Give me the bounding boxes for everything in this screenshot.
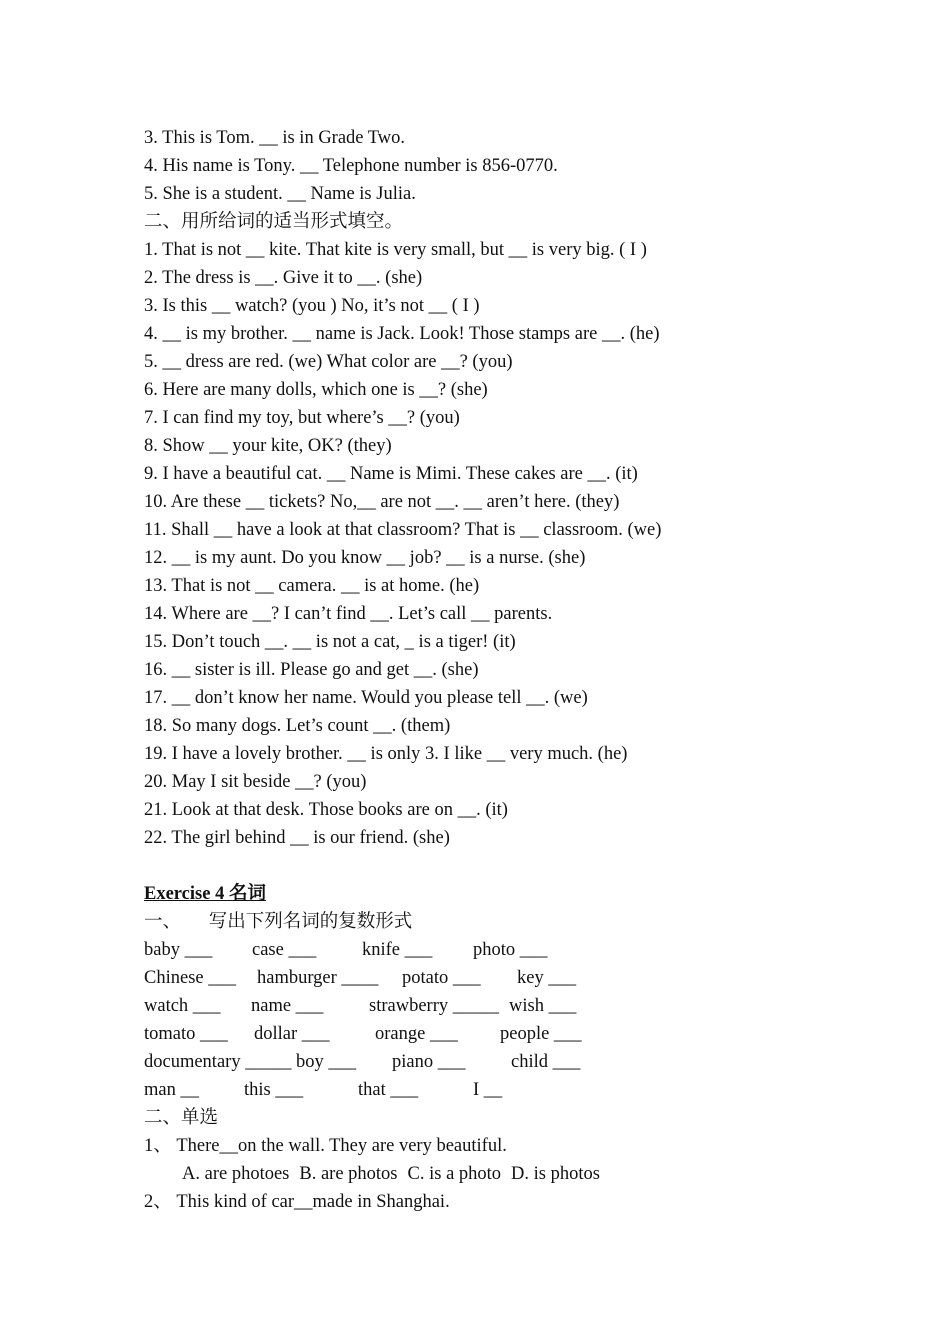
word-row bbox=[144, 1076, 864, 1104]
worksheet-page bbox=[144, 124, 864, 1216]
part2-item: 22. The girl behind __ is our friend. (she) bbox=[144, 828, 450, 848]
part1-item-5: 5. She is a student. __ Name is Julia. bbox=[144, 184, 416, 204]
part2-item: 10. Are these __ tickets? No,__ are not __. __ aren’t here. (they) bbox=[144, 492, 620, 512]
word-item: people ___ bbox=[500, 1024, 582, 1044]
part2-item: 9. I have a beautiful cat. __ Name is Mimi. These cakes are __. (it) bbox=[144, 464, 638, 484]
part2-item: 4. __ is my brother. __ name is Jack. Look! Those stamps are __. (he) bbox=[144, 324, 660, 344]
word-item: wish ___ bbox=[509, 996, 577, 1016]
word-row bbox=[144, 936, 864, 964]
part2-item: 20. May I sit beside __? (you) bbox=[144, 772, 367, 792]
word-item: child ___ bbox=[511, 1052, 581, 1072]
word-row bbox=[144, 1048, 864, 1076]
part2-item: 7. I can find my toy, but where’s __? (you) bbox=[144, 408, 460, 428]
part2-item: 16. __ sister is ill. Please go and get __. (she) bbox=[144, 660, 479, 680]
part2-item: 14. Where are __? I can’t find __. Let’s call __ parents. bbox=[144, 604, 553, 624]
part2-item: 6. Here are many dolls, which one is __? (she) bbox=[144, 380, 488, 400]
part2-item: 1. That is not __ kite. That kite is very small, but __ is very big. ( I ) bbox=[144, 240, 647, 260]
word-item: I __ bbox=[473, 1080, 503, 1100]
word-item: watch ___ bbox=[144, 996, 221, 1016]
part2-item: 21. Look at that desk. Those books are on __. (it) bbox=[144, 800, 508, 820]
part2-title: 二、用所给词的适当形式填空。 bbox=[144, 212, 404, 232]
word-item: case ___ bbox=[252, 940, 317, 960]
word-item: photo ___ bbox=[473, 940, 548, 960]
word-item: dollar ___ bbox=[254, 1024, 330, 1044]
word-item: hamburger ____ bbox=[257, 968, 379, 988]
word-item: orange ___ bbox=[375, 1024, 458, 1044]
word-item: this ___ bbox=[244, 1080, 304, 1100]
word-item: tomato ___ bbox=[144, 1024, 228, 1044]
option-d: D. is photos bbox=[511, 1164, 600, 1184]
word-item: potato ___ bbox=[402, 968, 481, 988]
option-a: A. are photoes bbox=[182, 1164, 290, 1184]
part2-list bbox=[144, 236, 864, 852]
word-item: knife ___ bbox=[362, 940, 433, 960]
part2-item: 5. __ dress are red. (we) What color are __? (you) bbox=[144, 352, 513, 372]
word-row bbox=[144, 992, 864, 1020]
word-row bbox=[144, 964, 864, 992]
part2-item: 17. __ don’t know her name. Would you please tell __. (we) bbox=[144, 688, 588, 708]
part2-item: 11. Shall __ have a look at that classroom? That is __ classroom. (we) bbox=[144, 520, 662, 540]
exercise4-section2-title: 二、单选 bbox=[144, 1108, 219, 1128]
word-item: piano ___ bbox=[392, 1052, 466, 1072]
part1-item-3: 3. This is Tom. __ is in Grade Two. bbox=[144, 128, 406, 148]
word-item: key ___ bbox=[517, 968, 577, 988]
part1-item-4: 4. His name is Tony. __ Telephone number is 856-0770. bbox=[144, 156, 558, 176]
plural-word-grid bbox=[144, 936, 864, 1104]
exercise4-heading: Exercise 4 名词 bbox=[144, 884, 266, 904]
word-item: that ___ bbox=[358, 1080, 419, 1100]
spacer bbox=[144, 852, 864, 880]
part2-item: 15. Don’t touch __. __ is not a cat, _ is a tiger! (it) bbox=[144, 632, 516, 652]
word-item: name ___ bbox=[251, 996, 324, 1016]
word-item: documentary _____ bbox=[144, 1052, 292, 1072]
word-item: strawberry _____ bbox=[369, 996, 499, 1016]
option-b: B. are photos bbox=[299, 1164, 398, 1184]
part2-item: 2. The dress is __. Give it to __. (she) bbox=[144, 268, 423, 288]
part1-list bbox=[144, 124, 864, 208]
word-item: man __ bbox=[144, 1080, 199, 1100]
question-2: 2、 This kind of car__made in Shanghai. bbox=[144, 1192, 450, 1212]
option-c: C. is a photo bbox=[407, 1164, 502, 1184]
word-item: boy ___ bbox=[296, 1052, 357, 1072]
part2-item: 13. That is not __ camera. __ is at home. (he) bbox=[144, 576, 480, 596]
part2-item: 18. So many dogs. Let’s count __. (them) bbox=[144, 716, 451, 736]
part2-item: 19. I have a lovely brother. __ is only 3. I like __ very much. (he) bbox=[144, 744, 628, 764]
exercise4-section1-title: 一、 写出下列名词的复数形式 bbox=[144, 912, 413, 932]
word-item: baby ___ bbox=[144, 940, 213, 960]
question-1-options bbox=[144, 1160, 864, 1188]
part2-item: 8. Show __ your kite, OK? (they) bbox=[144, 436, 392, 456]
word-row bbox=[144, 1020, 864, 1048]
part2-item: 3. Is this __ watch? (you ) No, it’s not __ ( I ) bbox=[144, 296, 480, 316]
part2-item: 12. __ is my aunt. Do you know __ job? __ is a nurse. (she) bbox=[144, 548, 586, 568]
question-1: 1、 There__on the wall. They are very beautiful. bbox=[144, 1136, 507, 1156]
word-item: Chinese ___ bbox=[144, 968, 236, 988]
